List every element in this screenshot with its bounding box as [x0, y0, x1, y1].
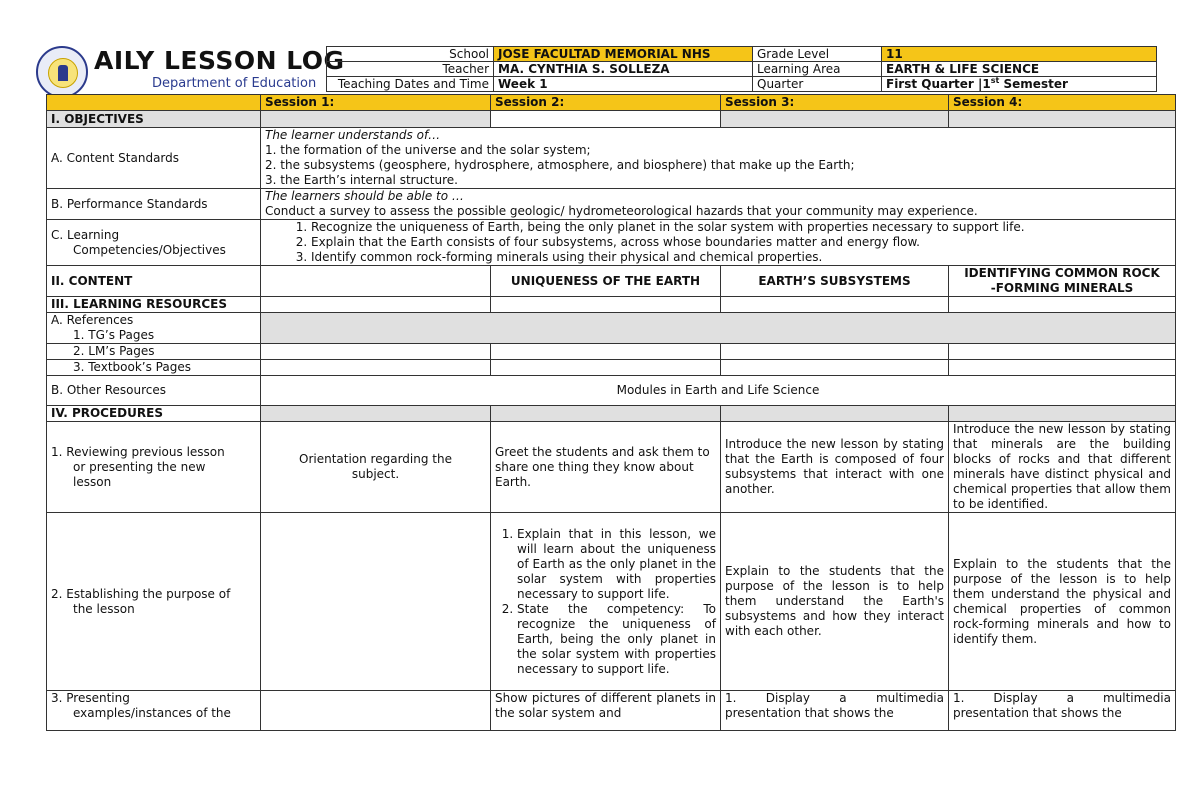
learning-resources-heading: III. LEARNING RESOURCES — [47, 297, 261, 313]
references-row — [47, 313, 1176, 344]
competencies-row — [47, 220, 1176, 266]
procedure-3-session-2: Show pictures of different planets in the solar system and — [491, 691, 721, 731]
teaching-dates-value: Week 1 — [494, 77, 753, 92]
performance-standards-row — [47, 189, 1176, 220]
procedure-2-row — [47, 513, 1176, 691]
competencies-list — [261, 220, 1176, 266]
other-resources-row — [47, 376, 1176, 406]
procedure-3-session-4: 1. Display a multimedia presentation that shows the — [949, 691, 1176, 731]
procedure-1-label: 1. Reviewing previous lesson or presenting the new lesson — [47, 422, 261, 513]
grade-level-value: 11 — [882, 47, 1157, 62]
session-1-header: Session 1: — [261, 95, 491, 111]
deped-seal-icon — [36, 46, 88, 98]
procedure-2-session-3: Explain to the students that the purpose of the lesson is to help them understand the Earth's subsystems and how they interact with each other. — [721, 513, 949, 691]
teacher-label: Teacher — [327, 62, 494, 77]
lm-pages-label: 2. LM’s Pages — [47, 344, 261, 360]
lm-pages-row — [47, 344, 1176, 360]
competencies-label: C. Learning Competencies/Objectives — [47, 220, 261, 266]
purpose-item: 2. State the competency: To recognize the uniqueness of Earth, being the only planet in the solar system with properties necessary to support life. — [517, 602, 716, 677]
procedure-2-session-4: Explain to the students that the purpose of the lesson is to help them understand the physical and chemical properties of common rock-forming minerals and how to identify them. — [949, 513, 1176, 691]
procedure-1-session-4: Introduce the new lesson by stating that minerals are the building blocks of rocks and that different minerals have distinct physical and chemical properties that allow them to be identified. — [949, 422, 1176, 513]
procedures-row — [47, 406, 1176, 422]
procedure-3-session-3: 1. Display a multimedia presentation that shows the — [721, 691, 949, 731]
textbook-pages-row — [47, 360, 1176, 376]
content-standard-item: 3. the Earth’s internal structure. — [265, 173, 458, 187]
content-heading: II. CONTENT — [47, 266, 261, 297]
references-label: A. References 1. TG’s Pages — [47, 313, 261, 344]
header-info-table — [326, 46, 1157, 92]
objectives-heading: I. OBJECTIVES — [47, 111, 261, 128]
procedure-2-label: 2. Establishing the purpose of the lesson — [47, 513, 261, 691]
procedure-1-session-1: Orientation regarding the subject. — [261, 422, 491, 513]
quarter-value: First Quarter |1st Semester — [882, 77, 1157, 92]
session-3-topic: EARTH’S SUBSYSTEMS — [721, 266, 949, 297]
purpose-item: 1. Explain that in this lesson, we will learn about the uniqueness of Earth as the only planet in the solar system with properties necessary to support life. — [517, 527, 716, 602]
procedure-3-label: 3. Presenting examples/instances of the — [47, 691, 261, 731]
procedure-1-session-2: Greet the students and ask them to share one thing they know about Earth. — [491, 422, 721, 513]
quarter-label: Quarter — [753, 77, 882, 92]
session-3-header: Session 3: — [721, 95, 949, 111]
other-resources-label: B. Other Resources — [47, 376, 261, 406]
content-standards-text: The learner understands of… 1. the formation of the universe and the solar system; 2. the subsystems (geosphere, hydrosphere, atmosphere, and biosphere) that make up the Earth; 3. the Earth’s internal structure. — [261, 128, 1176, 189]
session-4-topic: IDENTIFYING COMMON ROCK -FORMING MINERALS — [949, 266, 1176, 297]
lesson-log-table — [46, 94, 1176, 731]
objectives-row — [47, 111, 1176, 128]
grade-level-label: Grade Level — [753, 47, 882, 62]
school-value: JOSE FACULTAD MEMORIAL NHS — [494, 47, 753, 62]
procedure-1-session-3: Introduce the new lesson by stating that the Earth is composed of four subsystems that interact with one another. — [721, 422, 949, 513]
competency-item: 2. Explain that the Earth consists of four subsystems, across whose boundaries matter and energy flow. — [311, 235, 1171, 250]
learning-area-label: Learning Area — [753, 62, 882, 77]
teacher-value: MA. CYNTHIA S. SOLLEZA — [494, 62, 753, 77]
procedure-2-session-2 — [491, 513, 721, 691]
procedures-heading: IV. PROCEDURES — [47, 406, 261, 422]
content-standard-item: 1. the formation of the universe and the solar system; — [265, 143, 591, 157]
content-row — [47, 266, 1176, 297]
school-label: School — [327, 47, 494, 62]
other-resources-value: Modules in Earth and Life Science — [261, 376, 1176, 406]
learning-resources-row — [47, 297, 1176, 313]
department-name: Department of Education — [152, 76, 317, 91]
performance-standards-text: The learners should be able to … Conduct a survey to assess the possible geologic/ hydrometeorological hazards that your community may experience. — [261, 189, 1176, 220]
content-standards-row — [47, 128, 1176, 189]
learning-area-value: EARTH & LIFE SCIENCE — [882, 62, 1157, 77]
procedure-3-row — [47, 691, 1176, 731]
session-2-topic: UNIQUENESS OF THE EARTH — [491, 266, 721, 297]
competency-item: 3. Identify common rock-forming minerals using their physical and chemical properties. — [311, 250, 1171, 265]
session-4-header: Session 4: — [949, 95, 1176, 111]
textbook-pages-label: 3. Textbook’s Pages — [47, 360, 261, 376]
content-standards-label: A. Content Standards — [47, 128, 261, 189]
competency-item: 1. Recognize the uniqueness of Earth, being the only planet in the solar system with properties necessary to support life. — [311, 220, 1171, 235]
content-standard-item: 2. the subsystems (geosphere, hydrosphere, atmosphere, and biosphere) that make up the Earth; — [265, 158, 855, 172]
procedure-1-row — [47, 422, 1176, 513]
teaching-dates-label: Teaching Dates and Time — [327, 77, 494, 92]
document-title: AILY LESSON LOG — [94, 46, 345, 75]
performance-standards-label: B. Performance Standards — [47, 189, 261, 220]
session-2-header: Session 2: — [491, 95, 721, 111]
session-header-row — [47, 95, 1176, 111]
